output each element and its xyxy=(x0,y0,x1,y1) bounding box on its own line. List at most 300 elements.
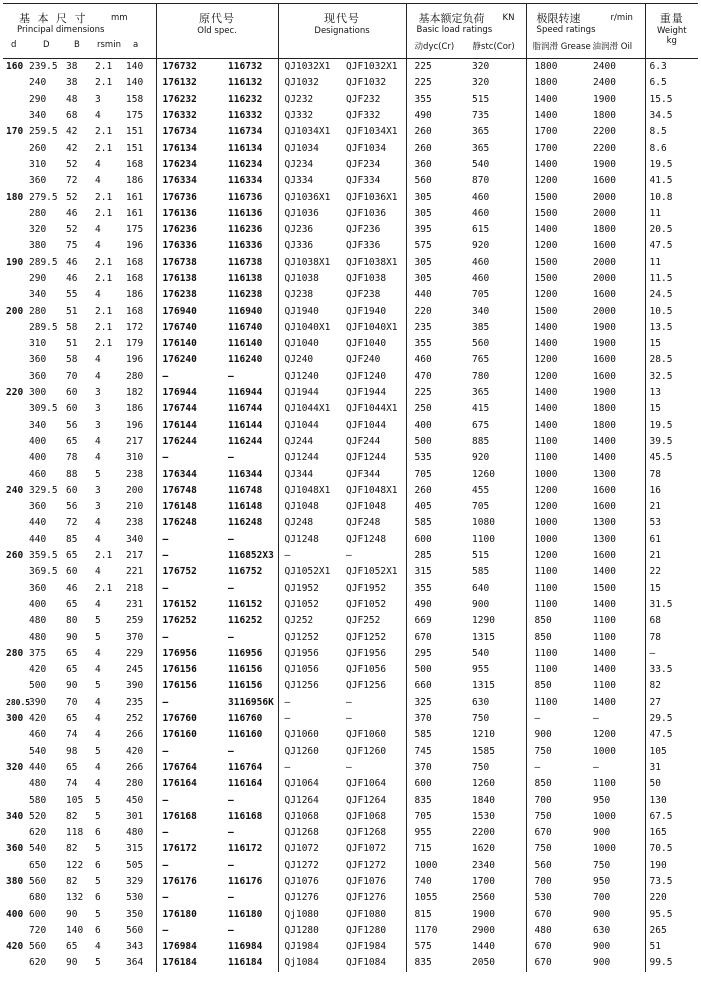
cell-static-load: 585 xyxy=(464,564,526,580)
cell-designation-qjf: QJF236 xyxy=(340,222,406,238)
cell-outer-D: 360 xyxy=(29,175,47,187)
cell-old-spec-2: 116940 xyxy=(222,303,278,319)
cell-static-load: 460 xyxy=(464,271,526,287)
cell-old-spec-2: – xyxy=(222,629,278,645)
cell-bore-d: 380 xyxy=(6,875,24,887)
cell-designation-qj: QJ1048X1 xyxy=(284,484,331,496)
cell-static-load: 415 xyxy=(464,401,526,417)
cell-old-spec-2: 116236 xyxy=(222,222,278,238)
cell-old-spec-1: 176940 xyxy=(162,305,197,317)
cell-rsmin: 2.1 xyxy=(95,191,113,203)
cell-designation-qj: QJ1268 xyxy=(284,827,319,839)
cell-static-load: 1315 xyxy=(464,678,526,694)
cell-outer-D: 289.5 xyxy=(29,321,58,333)
table-row xyxy=(3,75,698,91)
table-row xyxy=(3,483,698,499)
cell-rsmin: 2.1 xyxy=(95,582,113,594)
table-row xyxy=(3,466,698,482)
cell-designation-qj: QJ1038 xyxy=(284,273,319,284)
cell-bore-d xyxy=(3,662,27,678)
table-row xyxy=(3,792,698,808)
cell-static-load: 1260 xyxy=(464,776,526,792)
cell-old-spec-1: 176184 xyxy=(162,957,197,969)
cell-grease-speed: 1200 xyxy=(534,370,558,382)
principal-dimensions-cn: 基 本 尺 寸 xyxy=(19,12,88,25)
cell-rsmin: 5 xyxy=(95,908,101,920)
cell-outer-D: 650 xyxy=(29,859,47,871)
cell-weight: 190 xyxy=(649,859,667,871)
cell-rsmin: 4 xyxy=(95,240,101,252)
cell-designation-qj: QJ252 xyxy=(284,615,314,627)
cell-static-load: 540 xyxy=(464,646,526,662)
cell-width-B: 65 xyxy=(66,664,78,676)
cell-weight: 13 xyxy=(649,387,661,399)
cell-width-B: 65 xyxy=(66,647,78,659)
cell-static-load: 540 xyxy=(464,157,526,173)
cell-rsmin: 3 xyxy=(95,419,101,431)
cell-old-spec-1: 176240 xyxy=(162,354,197,366)
bearing-table xyxy=(3,3,698,972)
cell-dynamic-load: 225 xyxy=(414,77,432,89)
cell-static-load: 1585 xyxy=(464,743,526,759)
cell-bore-d: 280 xyxy=(6,647,24,659)
cell-bore-d xyxy=(3,75,27,91)
cell-oil-speed: 950 xyxy=(585,792,645,808)
cell-designation-qj: QJ332 xyxy=(284,110,314,122)
cell-designation-qj: QJ1272 xyxy=(284,859,319,871)
cell-old-spec-2: – xyxy=(222,890,278,906)
cell-designation-qj: QJ334 xyxy=(284,175,314,187)
table-row xyxy=(3,255,698,271)
cell-weight: 220 xyxy=(649,892,667,904)
cell-designation-qjf: QJF1034X1 xyxy=(340,124,406,140)
cell-old-spec-2: 116944 xyxy=(222,385,278,401)
cell-designation-qj: QJ1260 xyxy=(284,745,319,757)
cell-old-spec-2: 116244 xyxy=(222,434,278,450)
cell-a-dim: 186 xyxy=(124,287,156,303)
cell-bore-d xyxy=(3,466,27,482)
cell-grease-speed: 1400 xyxy=(534,419,558,431)
cell-a-dim: 151 xyxy=(124,124,156,140)
cell-rsmin: 5 xyxy=(95,745,101,757)
cell-width-B: 98 xyxy=(66,745,78,757)
cell-old-spec-2: 3116956K xyxy=(222,695,278,711)
cell-dynamic-load: 395 xyxy=(414,224,432,236)
cell-grease-speed: 1000 xyxy=(534,533,558,545)
cell-old-spec-2: 116152 xyxy=(222,597,278,613)
cell-dynamic-load: 470 xyxy=(414,370,432,382)
speed-ratings-unit: r/min xyxy=(610,13,633,23)
cell-static-load: 885 xyxy=(464,434,526,450)
cell-designation-qjf: QJF1032 xyxy=(340,75,406,91)
cell-oil-speed: 1600 xyxy=(585,173,645,189)
cell-designation-qjf: QJF1252 xyxy=(340,629,406,645)
cell-static-load: 1080 xyxy=(464,515,526,531)
cell-outer-D: 460 xyxy=(29,468,47,480)
cell-designation-qj: QJ1280 xyxy=(284,924,319,936)
cell-bore-d xyxy=(3,743,27,759)
cell-old-spec-2: – xyxy=(222,792,278,808)
cell-old-spec-2: 116744 xyxy=(222,401,278,417)
cell-designation-qj: QJ1072 xyxy=(284,843,319,855)
cell-outer-D: 329.5 xyxy=(29,484,58,496)
cell-grease-speed: 1500 xyxy=(534,256,558,268)
cell-a-dim: 259 xyxy=(124,613,156,629)
cell-weight: 82 xyxy=(649,680,661,692)
cell-designation-qj: QJ1276 xyxy=(284,892,319,904)
cell-static-load: 750 xyxy=(464,711,526,727)
cell-designation-qj: QJ1034 xyxy=(284,142,319,154)
cell-dynamic-load: 600 xyxy=(414,778,432,790)
table-row xyxy=(3,369,698,385)
cell-width-B: 38 xyxy=(66,61,78,73)
cell-width-B: 58 xyxy=(66,321,78,333)
cell-grease-speed: 1200 xyxy=(534,550,558,562)
cell-weight: 15 xyxy=(649,403,661,415)
cell-oil-speed: 1400 xyxy=(585,695,645,711)
cell-a-dim: 343 xyxy=(124,939,156,955)
cell-weight: 73.5 xyxy=(649,875,673,887)
cell-grease-speed: 1100 xyxy=(534,664,558,676)
cell-outer-D: 620 xyxy=(29,827,47,839)
cell-old-spec-1: 176764 xyxy=(162,761,197,773)
cell-rsmin: 3 xyxy=(95,501,101,513)
cell-a-dim: 161 xyxy=(124,189,156,205)
cell-oil-speed: 900 xyxy=(585,825,645,841)
cell-a-dim: 186 xyxy=(124,173,156,189)
cell-designation-qjf: QJF1034 xyxy=(340,140,406,156)
oil-label: 油润滑 Oil xyxy=(592,42,633,52)
cell-designation-qj: QJ1952 xyxy=(284,582,319,594)
cell-designation-qjf: QJF1044X1 xyxy=(340,401,406,417)
cell-dynamic-load: 835 xyxy=(414,957,432,969)
cell-oil-speed: 1000 xyxy=(585,743,645,759)
cell-dynamic-load: 305 xyxy=(414,273,432,284)
table-row xyxy=(3,173,698,189)
cell-dynamic-load: 305 xyxy=(414,256,432,268)
cell-a-dim: 221 xyxy=(124,564,156,580)
cell-weight: 24.5 xyxy=(649,289,673,301)
cell-designation-qj: QJ1252 xyxy=(284,631,319,643)
cell-grease-speed: 1700 xyxy=(534,126,558,138)
cell-old-spec-2: – xyxy=(222,532,278,548)
cell-dynamic-load: 370 xyxy=(414,713,432,725)
cell-outer-D: 400 xyxy=(29,452,47,464)
table-row xyxy=(3,532,698,548)
cell-dynamic-load: 585 xyxy=(414,729,432,741)
cell-designation-qj: QJ1060 xyxy=(284,729,319,741)
cell-grease-speed: 1100 xyxy=(534,452,558,464)
cell-outer-D: 440 xyxy=(29,533,47,545)
cell-width-B: 60 xyxy=(66,566,78,578)
cell-static-load: 1210 xyxy=(464,727,526,743)
cell-weight: 32.5 xyxy=(649,370,673,382)
cell-old-spec-2: 116184 xyxy=(222,955,278,971)
cell-bore-d xyxy=(3,776,27,792)
cell-oil-speed: 1600 xyxy=(585,238,645,254)
cell-designation-qjf: QJF1038 xyxy=(340,271,406,287)
cell-old-spec-1: 176760 xyxy=(162,713,197,725)
cell-old-spec-1: 176172 xyxy=(162,843,197,855)
cell-designation-qjf: QJF1080 xyxy=(340,906,406,922)
cell-a-dim: 217 xyxy=(124,434,156,450)
cell-width-B: 65 xyxy=(66,435,78,447)
cell-static-load: 705 xyxy=(464,287,526,303)
weight-en: Weight xyxy=(656,26,687,36)
cell-weight: 21 xyxy=(649,501,661,513)
cell-weight: 10.8 xyxy=(649,191,673,203)
cell-bore-d: 180 xyxy=(6,191,24,203)
cell-a-dim: 217 xyxy=(124,548,156,564)
table-row xyxy=(3,743,698,759)
cell-outer-D: 309.5 xyxy=(29,403,58,415)
table-row xyxy=(3,678,698,694)
cell-bore-d: 200 xyxy=(6,305,24,317)
cell-oil-speed: 1300 xyxy=(585,466,645,482)
cell-width-B: 132 xyxy=(66,892,84,904)
cell-a-dim: 364 xyxy=(124,955,156,971)
cell-width-B: 90 xyxy=(66,680,78,692)
cell-width-B: 48 xyxy=(66,93,78,105)
cell-dynamic-load: 460 xyxy=(414,354,432,366)
cell-designation-qjf: QJF252 xyxy=(340,613,406,629)
cell-weight: 19.5 xyxy=(649,158,673,170)
cell-weight: 33.5 xyxy=(649,664,673,676)
cell-weight: 47.5 xyxy=(649,729,673,741)
cell-outer-D: 440 xyxy=(29,761,47,773)
cell-dynamic-load: 305 xyxy=(414,191,432,203)
cell-a-dim: 238 xyxy=(124,466,156,482)
cell-a-dim: 235 xyxy=(124,695,156,711)
cell-a-dim: 530 xyxy=(124,890,156,906)
cell-width-B: 52 xyxy=(66,191,78,203)
cell-old-spec-1: 176336 xyxy=(162,240,197,252)
cell-old-spec-1: 176136 xyxy=(162,207,197,219)
cell-outer-D: 540 xyxy=(29,843,47,855)
cell-oil-speed: 1600 xyxy=(585,352,645,368)
cell-a-dim: 175 xyxy=(124,222,156,238)
table-row xyxy=(3,695,698,711)
cell-old-spec-2: 116168 xyxy=(222,809,278,825)
cell-old-spec-1: 176740 xyxy=(162,321,197,333)
cell-dynamic-load: 250 xyxy=(414,403,432,415)
cell-oil-speed: 1600 xyxy=(585,499,645,515)
cell-a-dim: 266 xyxy=(124,727,156,743)
cell-width-B: 46 xyxy=(66,582,78,594)
cell-oil-speed: 1900 xyxy=(585,157,645,173)
cell-old-spec-1: – xyxy=(162,696,169,708)
cell-designation-qjf: QJF332 xyxy=(340,108,406,124)
cell-weight: 31.5 xyxy=(649,598,673,610)
cell-designation-qjf: – xyxy=(340,711,406,727)
cell-bore-d: 190 xyxy=(6,256,24,268)
cell-oil-speed: 950 xyxy=(585,874,645,890)
cell-bore-d xyxy=(3,336,27,352)
cell-static-load: 2560 xyxy=(464,890,526,906)
cell-static-load: 1440 xyxy=(464,939,526,955)
cell-static-load: 750 xyxy=(464,760,526,776)
cell-oil-speed: 1400 xyxy=(585,646,645,662)
cell-designation-qjf: QJF234 xyxy=(340,157,406,173)
cell-width-B: 72 xyxy=(66,517,78,529)
cell-outer-D: 260 xyxy=(29,142,47,154)
table-row xyxy=(3,287,698,303)
cell-designation-qj: QJ244 xyxy=(284,435,314,447)
table-row xyxy=(3,59,698,76)
cell-designation-qj: QJ1032X1 xyxy=(284,61,331,73)
weight-cn: 重量 xyxy=(659,12,684,25)
table-row xyxy=(3,874,698,890)
cell-old-spec-2: – xyxy=(222,450,278,466)
cell-old-spec-1: 176332 xyxy=(162,110,197,122)
cell-old-spec-2: 116764 xyxy=(222,760,278,776)
cell-grease-speed: 850 xyxy=(534,778,552,790)
cell-dynamic-load: 225 xyxy=(414,387,432,399)
cell-designation-qjf: QJF1056 xyxy=(340,662,406,678)
cell-weight: 39.5 xyxy=(649,435,673,447)
cell-outer-D: 620 xyxy=(29,957,47,969)
cell-outer-D: 360 xyxy=(29,370,47,382)
cell-bore-d xyxy=(3,287,27,303)
cell-oil-speed: 1100 xyxy=(585,776,645,792)
cell-outer-D: 300 xyxy=(29,387,47,399)
cell-designation-qjf: QJF1940 xyxy=(340,303,406,319)
cell-a-dim: 301 xyxy=(124,809,156,825)
cell-dynamic-load: 535 xyxy=(414,452,432,464)
cell-rsmin: 4 xyxy=(95,175,101,187)
cell-rsmin: 2.1 xyxy=(95,77,113,89)
cell-grease-speed: 1800 xyxy=(534,77,558,89)
cell-static-load: 1260 xyxy=(464,466,526,482)
cell-outer-D: 480 xyxy=(29,615,47,627)
cell-bore-d xyxy=(3,515,27,531)
cell-width-B: 118 xyxy=(66,827,84,839)
cell-a-dim: 140 xyxy=(124,75,156,91)
cell-static-load: 735 xyxy=(464,108,526,124)
table-row xyxy=(3,548,698,564)
cell-rsmin: 3 xyxy=(95,403,101,415)
cell-old-spec-2: – xyxy=(222,858,278,874)
cell-weight: 28.5 xyxy=(649,354,673,366)
cell-bore-d xyxy=(3,450,27,466)
cell-static-load: 2200 xyxy=(464,825,526,841)
table-row xyxy=(3,776,698,792)
cell-oil-speed: 900 xyxy=(585,939,645,955)
cell-a-dim: 238 xyxy=(124,515,156,531)
cell-old-spec-1: 176132 xyxy=(162,77,197,89)
static-load-label: 静stc(Cor) xyxy=(472,42,515,52)
cell-bore-d xyxy=(3,678,27,694)
cell-grease-speed: 670 xyxy=(534,941,552,953)
cell-old-spec-2: 116148 xyxy=(222,499,278,515)
cell-old-spec-2: 116132 xyxy=(222,75,278,91)
cell-outer-D: 580 xyxy=(29,794,47,806)
cell-bore-d: 340 xyxy=(6,810,24,822)
cell-static-load: 615 xyxy=(464,222,526,238)
cell-width-B: 65 xyxy=(66,713,78,725)
cell-designation-qj: QJ238 xyxy=(284,289,314,301)
cell-grease-speed: 1200 xyxy=(534,240,558,252)
cell-old-spec-2: 116740 xyxy=(222,320,278,336)
cell-dynamic-load: 585 xyxy=(414,517,432,529)
table-row xyxy=(3,841,698,857)
cell-old-spec-1: – xyxy=(162,550,169,562)
cell-grease-speed: 1100 xyxy=(534,598,558,610)
cell-designation-qjf: QJF1268 xyxy=(340,825,406,841)
cell-dynamic-load: 835 xyxy=(414,794,432,806)
cell-bore-d xyxy=(3,108,27,124)
cell-outer-D: 369.5 xyxy=(29,566,58,578)
cell-static-load: 640 xyxy=(464,581,526,597)
cell-bore-d: 170 xyxy=(6,126,24,138)
cell-old-spec-2: 116956 xyxy=(222,646,278,662)
cell-width-B: 46 xyxy=(66,273,78,284)
cell-bore-d: 400 xyxy=(6,908,24,920)
table-row xyxy=(3,320,698,336)
cell-a-dim: 158 xyxy=(124,92,156,108)
cell-grease-speed: 1500 xyxy=(534,305,558,317)
cell-outer-D: 279.5 xyxy=(29,191,58,203)
cell-oil-speed: 2000 xyxy=(585,255,645,271)
table-row xyxy=(3,809,698,825)
cell-designation-qj: QJ1048 xyxy=(284,501,319,513)
cell-outer-D: 375 xyxy=(29,647,47,659)
cell-weight: 6.3 xyxy=(649,61,667,73)
cell-oil-speed: 1500 xyxy=(585,581,645,597)
cell-old-spec-1: 176152 xyxy=(162,598,197,610)
cell-old-spec-2: 116238 xyxy=(222,287,278,303)
cell-weight: 11 xyxy=(649,207,661,219)
cell-width-B: 90 xyxy=(66,908,78,920)
table-row xyxy=(3,955,698,971)
cell-static-load: 2340 xyxy=(464,858,526,874)
cell-old-spec-1: 176748 xyxy=(162,484,197,496)
cell-width-B: 60 xyxy=(66,387,78,399)
table-row xyxy=(3,434,698,450)
cell-rsmin: 2.1 xyxy=(95,550,113,562)
cell-dynamic-load: 600 xyxy=(414,533,432,545)
cell-designation-qj: – xyxy=(284,713,291,725)
cell-a-dim: 370 xyxy=(124,629,156,645)
cell-oil-speed: 1800 xyxy=(585,401,645,417)
table-row xyxy=(3,727,698,743)
cell-old-spec-2: 116234 xyxy=(222,157,278,173)
cell-old-spec-2: 116248 xyxy=(222,515,278,531)
cell-designation-qjf: – xyxy=(340,548,406,564)
cell-a-dim: 140 xyxy=(124,59,156,76)
cell-grease-speed: 1200 xyxy=(534,354,558,366)
cell-rsmin: 4 xyxy=(95,696,101,708)
cell-grease-speed: 1400 xyxy=(534,224,558,236)
designations-cn: 现代号 xyxy=(324,12,361,25)
cell-outer-D: 289.5 xyxy=(29,256,58,268)
cell-designation-qjf: QJF1068 xyxy=(340,809,406,825)
cell-old-spec-1: – xyxy=(162,794,169,806)
cell-designation-qj: QJ1040X1 xyxy=(284,321,331,333)
cell-oil-speed: 2000 xyxy=(585,206,645,222)
cell-width-B: 65 xyxy=(66,598,78,610)
table-row xyxy=(3,613,698,629)
cell-old-spec-1: 176138 xyxy=(162,273,197,284)
cell-outer-D: 600 xyxy=(29,908,47,920)
cell-designation-qjf: – xyxy=(340,760,406,776)
cell-static-load: 1620 xyxy=(464,841,526,857)
cell-designation-qj: QJ1984 xyxy=(284,941,319,953)
cell-grease-speed: 900 xyxy=(534,729,552,741)
cell-outer-D: 340 xyxy=(29,110,47,122)
cell-old-spec-2: 116180 xyxy=(222,906,278,922)
cell-old-spec-1: – xyxy=(162,859,169,871)
